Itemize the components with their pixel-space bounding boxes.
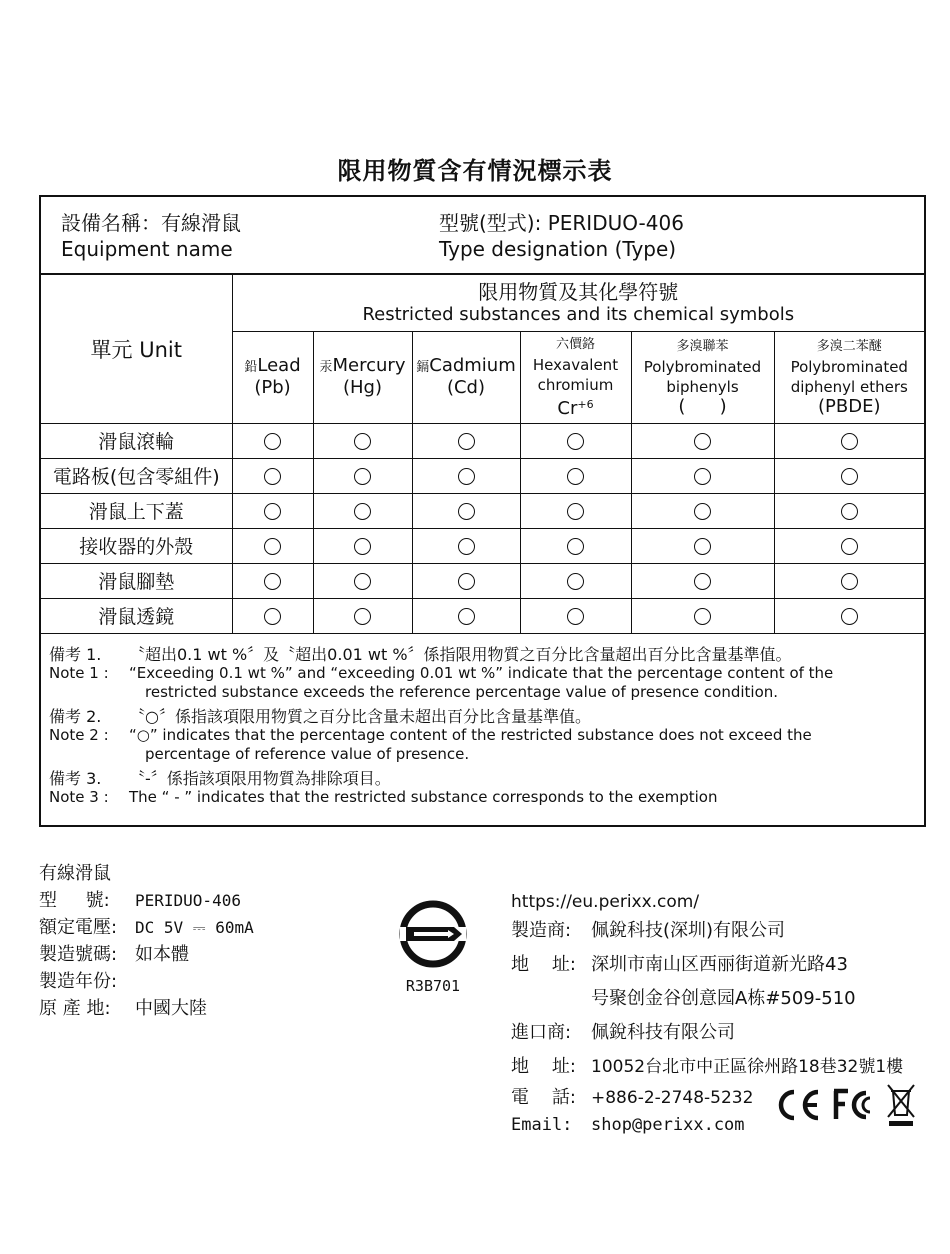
note-2-en-cont: percentage of reference value of presence. <box>145 745 470 763</box>
compliance-cell <box>520 458 631 493</box>
maker-value: 佩銳科技(深圳)有限公司 <box>591 920 786 941</box>
email-label: Email: <box>511 1115 573 1135</box>
compliance-cell <box>774 458 924 493</box>
note-3-en-key: Note 3 : <box>49 788 109 806</box>
col-lead-zh: 鉛 <box>244 360 258 375</box>
importer-value: 佩銳科技有限公司 <box>591 1022 735 1043</box>
type-designation-en: Type designation (Type) <box>439 237 677 261</box>
circle-mark-icon <box>567 573 584 590</box>
part-name: 接收器的外殼 <box>41 528 232 563</box>
compliance-cell <box>313 493 412 528</box>
circle-mark-icon <box>354 608 371 625</box>
col-cadmium-zh: 鎘 <box>416 360 430 375</box>
circle-mark-icon <box>458 503 475 520</box>
col-cadmium <box>412 331 520 423</box>
product-origin-line <box>39 995 254 1022</box>
fcc-mark-icon <box>830 1088 878 1122</box>
col-pbde <box>774 331 924 423</box>
col-pbde-zh: 多溴二苯醚 <box>816 339 882 354</box>
circle-mark-icon <box>841 468 858 485</box>
col-pbde-en1: Polybrominated <box>790 358 908 376</box>
circle-mark-icon <box>841 503 858 520</box>
note-3-zh: 〝-〞係指該項限用物質為排除項目。 <box>129 769 391 788</box>
note-1-en: “Exceeding 0.1 wt %” and “exceeding 0.01 wt %” indicate that the percentage content of the <box>129 664 834 682</box>
importer-label: 進口商: <box>511 1022 572 1043</box>
notes-section <box>49 645 919 812</box>
col-cr-en2: chromium <box>537 376 614 394</box>
col-pbb-symbol: ( ) <box>678 396 727 417</box>
compliance-cell <box>631 423 774 458</box>
col-cr-zh: 六價鉻 <box>555 337 595 352</box>
col-pbb-zh: 多溴聯苯 <box>676 339 729 354</box>
part-name: 滑鼠透鏡 <box>41 598 232 633</box>
bsmi-code: R3B701 <box>405 977 461 995</box>
note-2-en-key: Note 2 : <box>49 726 109 744</box>
compliance-cell <box>232 598 313 633</box>
col-lead-en: Lead <box>257 355 301 376</box>
circle-mark-icon <box>264 503 281 520</box>
circle-mark-icon <box>694 468 711 485</box>
compliance-cell <box>774 493 924 528</box>
circle-mark-icon <box>694 608 711 625</box>
model-label: 型 號: <box>39 890 110 911</box>
note-1-zh-key: 備考 1. <box>49 645 102 664</box>
compliance-cell <box>232 458 313 493</box>
product-name: 有線滑鼠 <box>39 863 111 884</box>
part-name: 電路板(包含零組件) <box>41 458 232 493</box>
maker-address-2: 号聚创金谷创意园A栋#509-510 <box>591 988 856 1009</box>
page-title: 限用物質含有情況標示表 <box>337 157 613 185</box>
importer-address: 10052台北市中正區徐州路18巷32號1樓 <box>591 1057 904 1077</box>
compliance-cell <box>520 423 631 458</box>
substance-table <box>41 275 924 634</box>
col-lead-symbol: (Pb) <box>254 377 291 398</box>
note-1 <box>49 645 919 702</box>
col-mercury <box>313 331 412 423</box>
compliance-cell <box>774 423 924 458</box>
origin-value: 中國大陸 <box>135 998 207 1019</box>
type-designation-zh: 型號(型式): PERIDUO-406 <box>439 211 684 235</box>
circle-mark-icon <box>694 503 711 520</box>
note-3-en: The “ - ” indicates that the restricted substance corresponds to the exemption <box>129 788 718 806</box>
col-cr-symbol: Cr <box>557 398 578 419</box>
restricted-header <box>232 275 924 331</box>
compliance-cell <box>631 458 774 493</box>
table-row <box>41 563 924 598</box>
circle-mark-icon <box>694 433 711 450</box>
compliance-cell <box>520 528 631 563</box>
col-mercury-en: Mercury <box>332 355 406 376</box>
circle-mark-icon <box>264 608 281 625</box>
circle-mark-icon <box>264 433 281 450</box>
col-cadmium-en: Cadmium <box>429 355 516 376</box>
circle-mark-icon <box>354 503 371 520</box>
maker-label: 製造商: <box>511 920 572 941</box>
company-url[interactable]: https://eu.perixx.com/ <box>511 892 700 912</box>
part-name: 滑鼠滾輪 <box>41 423 232 458</box>
circle-mark-icon <box>567 433 584 450</box>
circle-mark-icon <box>264 538 281 555</box>
circle-mark-icon <box>458 538 475 555</box>
circle-mark-icon <box>354 433 371 450</box>
table-row <box>41 423 924 458</box>
compliance-cell <box>412 528 520 563</box>
compliance-cell <box>520 563 631 598</box>
compliance-cell <box>313 563 412 598</box>
equipment-name-zh: 設備名稱：有線滑鼠 <box>61 211 241 235</box>
col-pbb-en1: Polybrominated <box>643 358 762 376</box>
col-hexavalent-chromium <box>520 331 631 423</box>
circle-mark-icon <box>458 433 475 450</box>
compliance-cell <box>313 598 412 633</box>
note-2-zh: 〝○〞係指該項限用物質之百分比含量未超出百分比含量基準值。 <box>129 707 591 726</box>
col-pbde-symbol: (PBDE) <box>818 396 881 417</box>
compliance-cell <box>313 528 412 563</box>
col-mercury-symbol: (Hg) <box>342 377 382 398</box>
col-lead <box>232 331 313 423</box>
serial-label: 製造號碼: <box>39 944 118 965</box>
note-3 <box>49 769 919 807</box>
circle-mark-icon <box>264 468 281 485</box>
phone-value: +886-2-2748-5232 <box>591 1088 754 1108</box>
circle-mark-icon <box>694 573 711 590</box>
compliance-cell <box>631 528 774 563</box>
compliance-cell <box>412 493 520 528</box>
compliance-cell <box>412 458 520 493</box>
restricted-header-zh: 限用物質及其化學符號 <box>478 279 679 304</box>
note-2-zh-key: 備考 2. <box>49 707 102 726</box>
compliance-cell <box>774 563 924 598</box>
col-cr-sup: +6 <box>577 398 594 411</box>
circle-mark-icon <box>694 538 711 555</box>
col-pbb-en2: biphenyls <box>666 378 739 396</box>
col-cr-en1: Hexavalent <box>532 356 619 374</box>
circle-mark-icon <box>354 468 371 485</box>
circle-mark-icon <box>567 503 584 520</box>
model-value: PERIDUO-406 <box>135 891 241 910</box>
compliance-cell <box>520 493 631 528</box>
maker-address-line <box>511 948 903 982</box>
compliance-cell <box>313 423 412 458</box>
compliance-cell <box>232 423 313 458</box>
table-row <box>41 493 924 528</box>
part-name: 滑鼠腳墊 <box>41 563 232 598</box>
importer-line <box>511 1016 903 1050</box>
compliance-cell <box>774 528 924 563</box>
serial-value: 如本體 <box>135 944 189 965</box>
compliance-cell <box>232 563 313 598</box>
maker-address-label: 地 址: <box>511 954 576 975</box>
circle-mark-icon <box>841 433 858 450</box>
col-pbb <box>631 331 774 423</box>
compliance-cell <box>313 458 412 493</box>
circle-mark-icon <box>841 573 858 590</box>
col-cadmium-symbol: (Cd) <box>446 377 486 398</box>
rating-label: 額定電壓: <box>39 917 118 938</box>
col-pbde-en2: diphenyl ethers <box>790 378 908 396</box>
circle-mark-icon <box>567 538 584 555</box>
circle-mark-icon <box>841 538 858 555</box>
circle-mark-icon <box>458 608 475 625</box>
importer-address-line <box>511 1050 903 1084</box>
product-model-line <box>39 887 254 914</box>
table-row <box>41 528 924 563</box>
compliance-cell <box>631 598 774 633</box>
compliance-cell <box>520 598 631 633</box>
rohs-table-frame <box>39 195 926 827</box>
weee-bin-icon <box>886 1083 916 1127</box>
product-info <box>39 860 254 1022</box>
part-name: 滑鼠上下蓋 <box>41 493 232 528</box>
equipment-row <box>41 197 924 275</box>
email-value[interactable]: shop@perixx.com <box>591 1115 745 1135</box>
circle-mark-icon <box>458 573 475 590</box>
note-1-zh: 〝超出0.1 wt %〞及〝超出0.01 wt %〞係指限用物質之百分比含量超出百分比含量基準值。 <box>129 645 792 664</box>
maker-address-line-2 <box>511 982 903 1016</box>
compliance-marks <box>774 1083 916 1127</box>
equipment-name-en: Equipment name <box>61 237 233 261</box>
product-rating-line <box>39 914 254 941</box>
circle-mark-icon <box>458 468 475 485</box>
compliance-cell <box>412 563 520 598</box>
note-2-en: “○” indicates that the percentage content of the restricted substance does not exceed the <box>129 726 812 744</box>
circle-mark-icon <box>567 468 584 485</box>
circle-mark-icon <box>354 573 371 590</box>
compliance-cell <box>412 423 520 458</box>
bsmi-logo-icon <box>396 897 470 971</box>
rating-value: DC 5V ⎓ 60mA <box>135 918 254 937</box>
note-3-zh-key: 備考 3. <box>49 769 102 788</box>
maker-line <box>511 914 903 948</box>
compliance-cell <box>631 493 774 528</box>
circle-mark-icon <box>354 538 371 555</box>
col-mercury-zh: 汞 <box>319 360 333 375</box>
bsmi-mark <box>393 897 473 995</box>
year-label: 製造年份: <box>39 971 118 992</box>
compliance-cell <box>232 528 313 563</box>
product-year-line <box>39 968 254 995</box>
circle-mark-icon <box>567 608 584 625</box>
circle-mark-icon <box>264 573 281 590</box>
product-serial-line <box>39 941 254 968</box>
note-2 <box>49 707 919 764</box>
restricted-header-en: Restricted substances and its chemical symbols <box>362 303 795 325</box>
table-row <box>41 598 924 633</box>
table-row <box>41 458 924 493</box>
phone-label: 電 話: <box>511 1087 576 1108</box>
unit-header: 單元 Unit <box>41 275 232 423</box>
ce-mark-icon <box>774 1088 822 1122</box>
compliance-cell <box>774 598 924 633</box>
compliance-cell <box>631 563 774 598</box>
origin-label: 原 產 地: <box>39 998 111 1019</box>
circle-mark-icon <box>841 608 858 625</box>
compliance-cell <box>412 598 520 633</box>
note-1-en-cont: restricted substance exceeds the reference percentage value of presence condition. <box>145 683 779 701</box>
importer-address-label: 地 址: <box>511 1056 576 1077</box>
maker-address-1: 深圳市南山区西丽街道新光路43 <box>591 954 848 975</box>
note-1-en-key: Note 1 : <box>49 664 109 682</box>
compliance-cell <box>232 493 313 528</box>
